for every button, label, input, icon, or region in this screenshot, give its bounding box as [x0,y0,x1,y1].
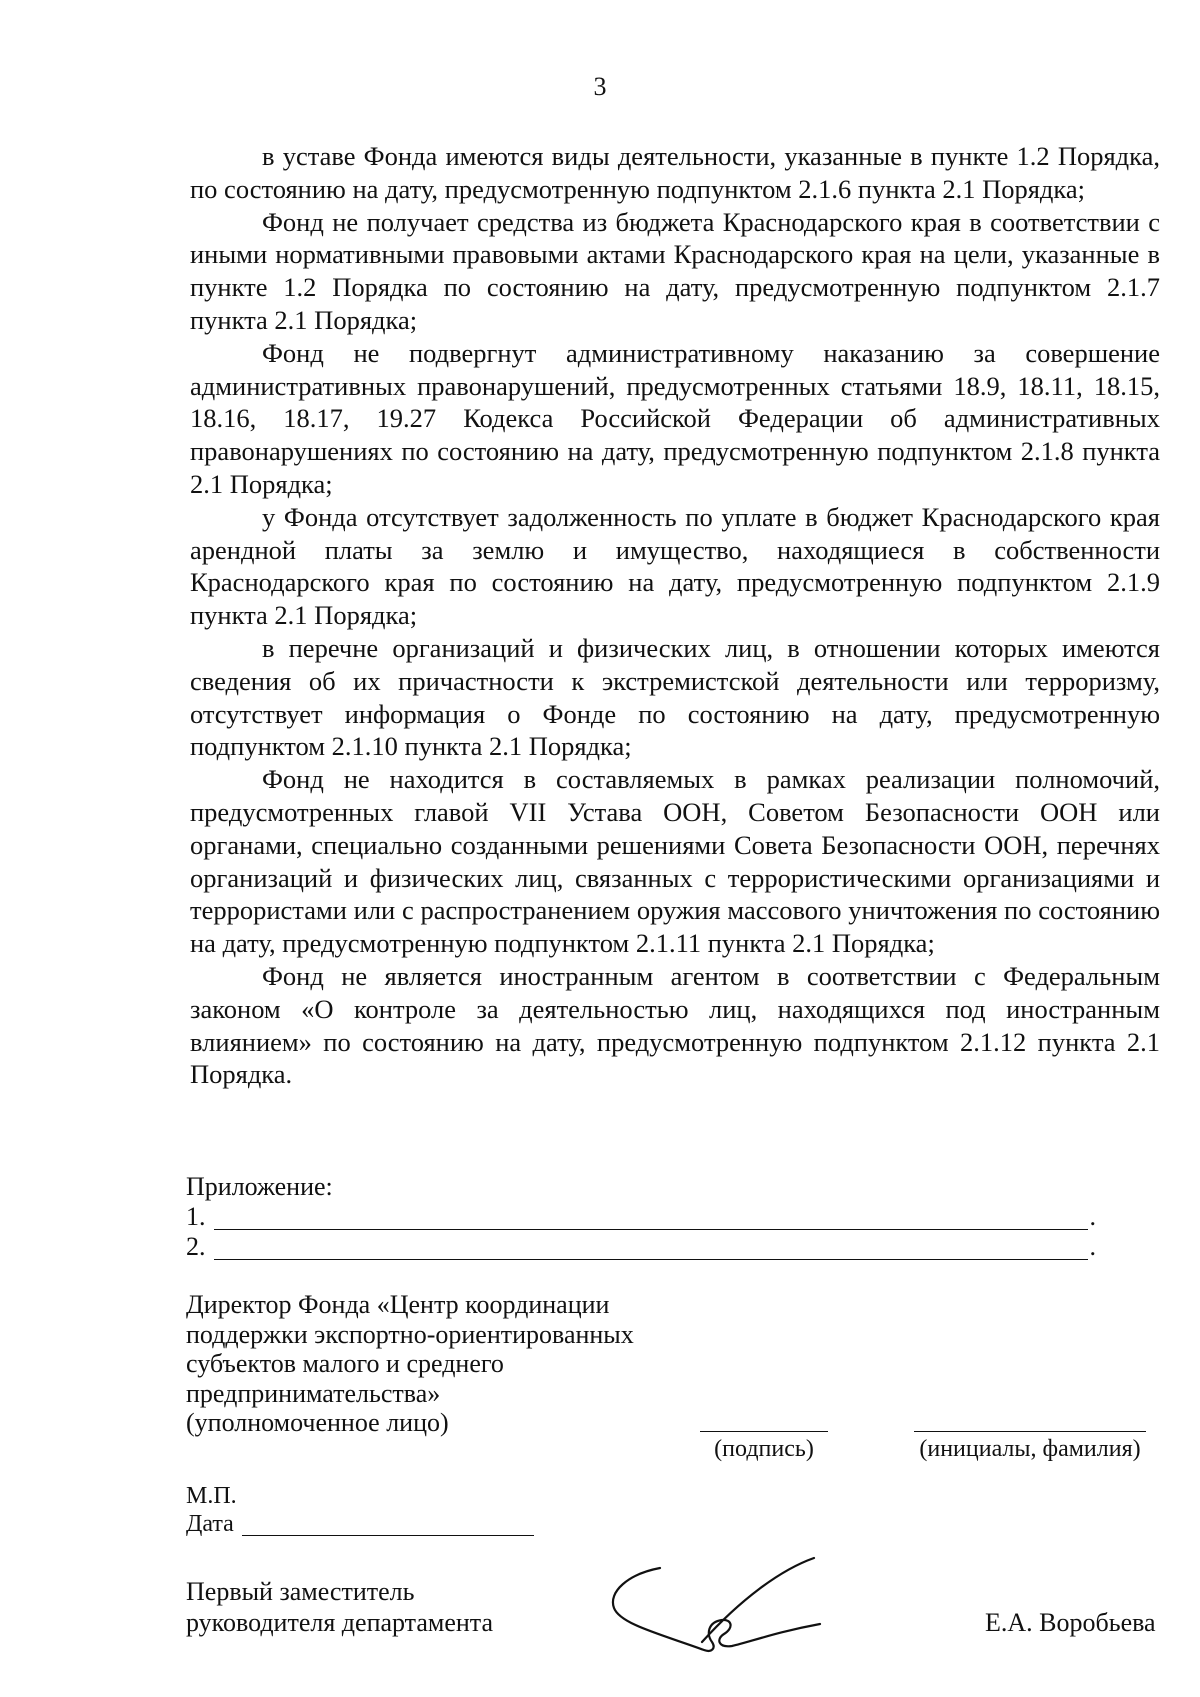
director-line: предпринимательства» [186,1378,441,1408]
stamp-date-block [186,1482,237,1538]
attachment-end-mark: . [1089,1232,1096,1261]
body-text [190,140,1160,1091]
paragraph-un-sanctions-list: Фонд не находится в составляемых в рамках реализации полномочий, предусмотренных главой VII Устава ООН, Советом Безопасности ООН или органами, специально созданными решениями Совета Безопасности ООН, перечнях организаций и физических лиц, связанных с террористическими организациями и террористами или с распространением оружия массового уничтожения по состоянию на дату, предусмотренную подпунктом 2.1.11 пункта 2.1 Порядка; [190,764,1160,959]
director-line: Директор Фонда «Центр координации [186,1290,610,1319]
attachments-section [186,1172,1106,1262]
signature-caption: (подпись) [714,1436,814,1462]
director-line: поддержки экспортно-ориентированных [186,1319,634,1349]
page-number: 3 [593,72,607,101]
deputy-title [186,1576,493,1638]
attachments-heading: Приложение: [186,1172,333,1201]
attachment-row [186,1232,1106,1262]
attachment-number: 1. [186,1202,206,1231]
deputy-title-line: Первый заместитель [186,1577,415,1606]
paragraph-charter-activities: в уставе Фонда имеются виды деятельности, указанные в пункте 1.2 Порядка, по состоянию на дату, предусмотренную подпунктом 2.1.6 пункта 2.1 Порядка; [190,141,1160,204]
paragraph-budget-funds: Фонд не получает средства из бюджета Краснодарского края в соответствии с иными нормативными правовыми актами Краснодарского края на цели, указанные в пункте 1.2 Порядка по состоянию на дату, предусмотренную подпунктом 2.1.7 пункта 2.1 Порядка; [190,206,1160,335]
name-field [914,1431,1146,1463]
signer-name: Е.А. Воробьева [985,1608,1156,1637]
seal-label: М.П. [186,1483,237,1509]
paragraph-administrative-penalty: Фонд не подвергнут административному наказанию за совершение административных правонарушений, предусмотренных статьями 18.9, 18.11, 18.15, 18.16, 18.17, 19.27 Кодекса Российской Федерации об административных правонарушениях по состоянию на дату, предусмотренную подпунктом 2.1.8 пункта 2.1 Порядка; [190,337,1160,499]
attachment-number: 2. [186,1232,206,1261]
director-block [186,1290,634,1438]
paragraph-extremism-list: в перечне организаций и физических лиц, в отношении которых имеются сведения об их причастности к экстремистской деятельности или терроризму, отсутствует информация о Фонде по состоянию на дату, предусмотренную подпунктом 2.1.10 пункта 2.1 Порядка; [190,632,1160,762]
attachment-blank-line [214,1229,1088,1230]
attachment-blank-line [214,1259,1088,1260]
name-blank-line [914,1431,1146,1432]
director-line: (уполномоченное лицо) [186,1408,449,1437]
director-line: субъектов малого и среднего [186,1349,504,1378]
signature-field [700,1431,828,1463]
date-label: Дата [186,1511,234,1537]
date-blank-line [242,1535,534,1536]
paragraph-foreign-agent: Фонд не является иностранным агентом в соответствии с Федеральным законом «О контроле за деятельностью лиц, находящихся под иностранным влиянием» по состоянию на дату, предусмотренную подпунктом 2.1.12 пункта 2.1 Порядка. [190,960,1160,1090]
signature-blank-line [700,1431,828,1432]
name-caption: (инициалы, фамилия) [919,1436,1141,1462]
date-row [186,1510,237,1538]
paragraph-rent-debt: у Фонда отсутствует задолженность по уплате в бюджет Краснодарского края арендной платы за землю и имущество, находящиеся в собственности Краснодарского края по состоянию на дату, предусмотренную подпунктом 2.1.9 пункта 2.1 Порядка; [190,501,1160,631]
attachment-end-mark: . [1089,1202,1096,1231]
deputy-title-line: руководителя департамента [186,1608,494,1637]
handwritten-signature-icon [600,1550,860,1660]
attachment-row [186,1202,1106,1232]
